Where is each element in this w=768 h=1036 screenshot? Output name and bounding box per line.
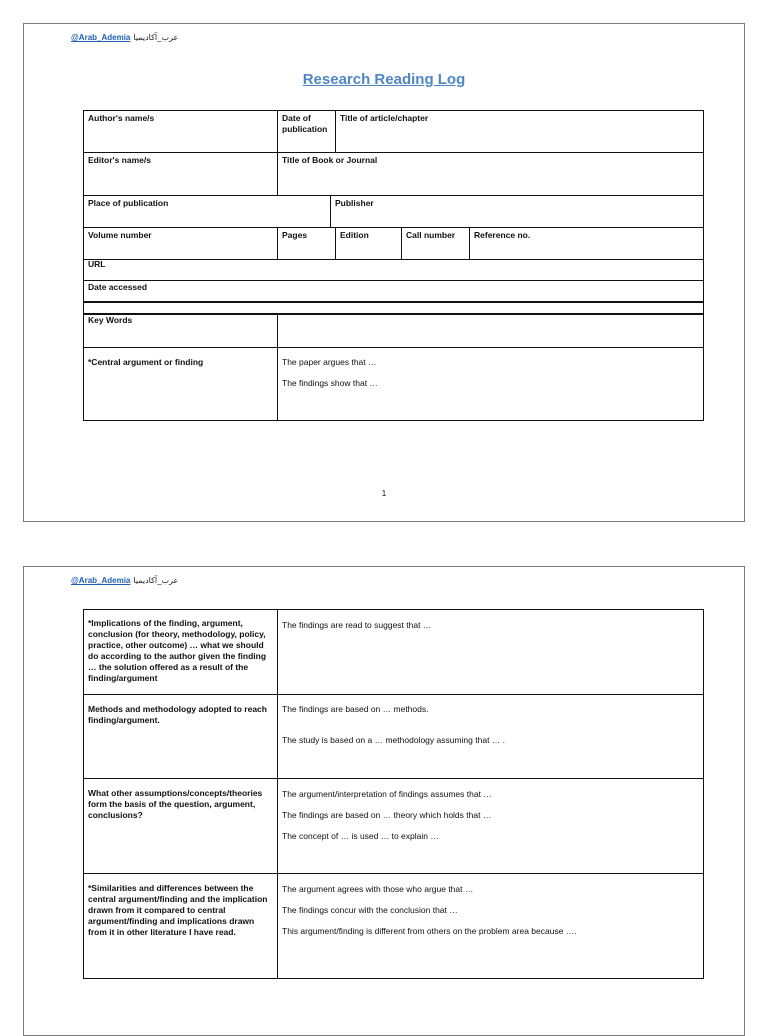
place-label: Place of publication <box>88 198 169 208</box>
publisher-label: Publisher <box>335 198 374 208</box>
pages-label: Pages <box>282 230 308 240</box>
central-prompt-2: The findings show that … <box>282 378 378 388</box>
assumptions-prompt-1: The argument/interpretation of findings assumes that … <box>282 789 492 799</box>
handle-link[interactable]: @Arab_Ademia <box>71 33 131 42</box>
title-book-label: Title of Book or Journal <box>282 155 378 165</box>
edition-label: Edition <box>340 230 369 240</box>
central-argument-label: *Central argument or finding <box>88 357 204 367</box>
central-prompt-1: The paper argues that … <box>282 357 377 367</box>
assumptions-prompt-3: The concept of … is used … to explain … <box>282 831 439 841</box>
url-label: URL <box>88 259 106 269</box>
arabic-handle: عرب_آكاديميا <box>133 33 179 42</box>
page-header <box>71 33 178 42</box>
volume-label: Volume number <box>88 230 152 240</box>
authors-label: Author's name/s <box>88 113 155 123</box>
editors-label: Editor's name/s <box>88 155 151 165</box>
title-article-label: Title of article/chapter <box>340 113 429 123</box>
call-number-label: Call number <box>406 230 456 240</box>
assumptions-label: What other assumptions/concepts/theories form the basis of the question, argument, conclusions? <box>88 788 263 820</box>
assumptions-prompt-2: The findings are based on … theory which holds that … <box>282 810 492 820</box>
methods-prompt-1: The findings are based on … methods. <box>282 704 429 714</box>
methods-label: Methods and methodology adopted to reach finding/argument. <box>88 704 267 725</box>
handle-link[interactable]: @Arab_Ademia <box>71 576 131 585</box>
page-title: Research Reading Log <box>302 71 466 88</box>
similarities-prompt-3: This argument/finding is different from others on the problem area because …. <box>282 926 577 936</box>
date-accessed-label: Date accessed <box>88 282 148 292</box>
similarities-label: *Similarities and differences between the central argument/finding and the implication drawn from it compared to central argument/finding and implications drawn from it in other literature I have read. <box>88 883 268 937</box>
reference-label: Reference no. <box>474 230 531 240</box>
page-number: 1 <box>381 489 387 498</box>
date-of-publication-label: Date of publication <box>282 113 328 134</box>
similarities-prompt-1: The argument agrees with those who argue that … <box>282 884 474 894</box>
implications-prompt-1: The findings are read to suggest that … <box>282 620 432 630</box>
arabic-handle: عرب_آكاديميا <box>133 576 179 585</box>
methods-prompt-2: The study is based on a … methodology assuming that … . <box>282 735 506 745</box>
key-words-label: Key Words <box>88 315 133 325</box>
page-header <box>71 576 178 585</box>
page-two <box>23 566 745 1036</box>
page-one <box>23 23 745 522</box>
similarities-prompt-2: The findings concur with the conclusion that … <box>282 905 458 915</box>
implications-label: *Implications of the finding, argument, conclusion (for theory, methodology, policy, practice, other outcome) … what we should do according to the author given the finding … the solution offered as a result of the finding/argument <box>88 618 267 683</box>
